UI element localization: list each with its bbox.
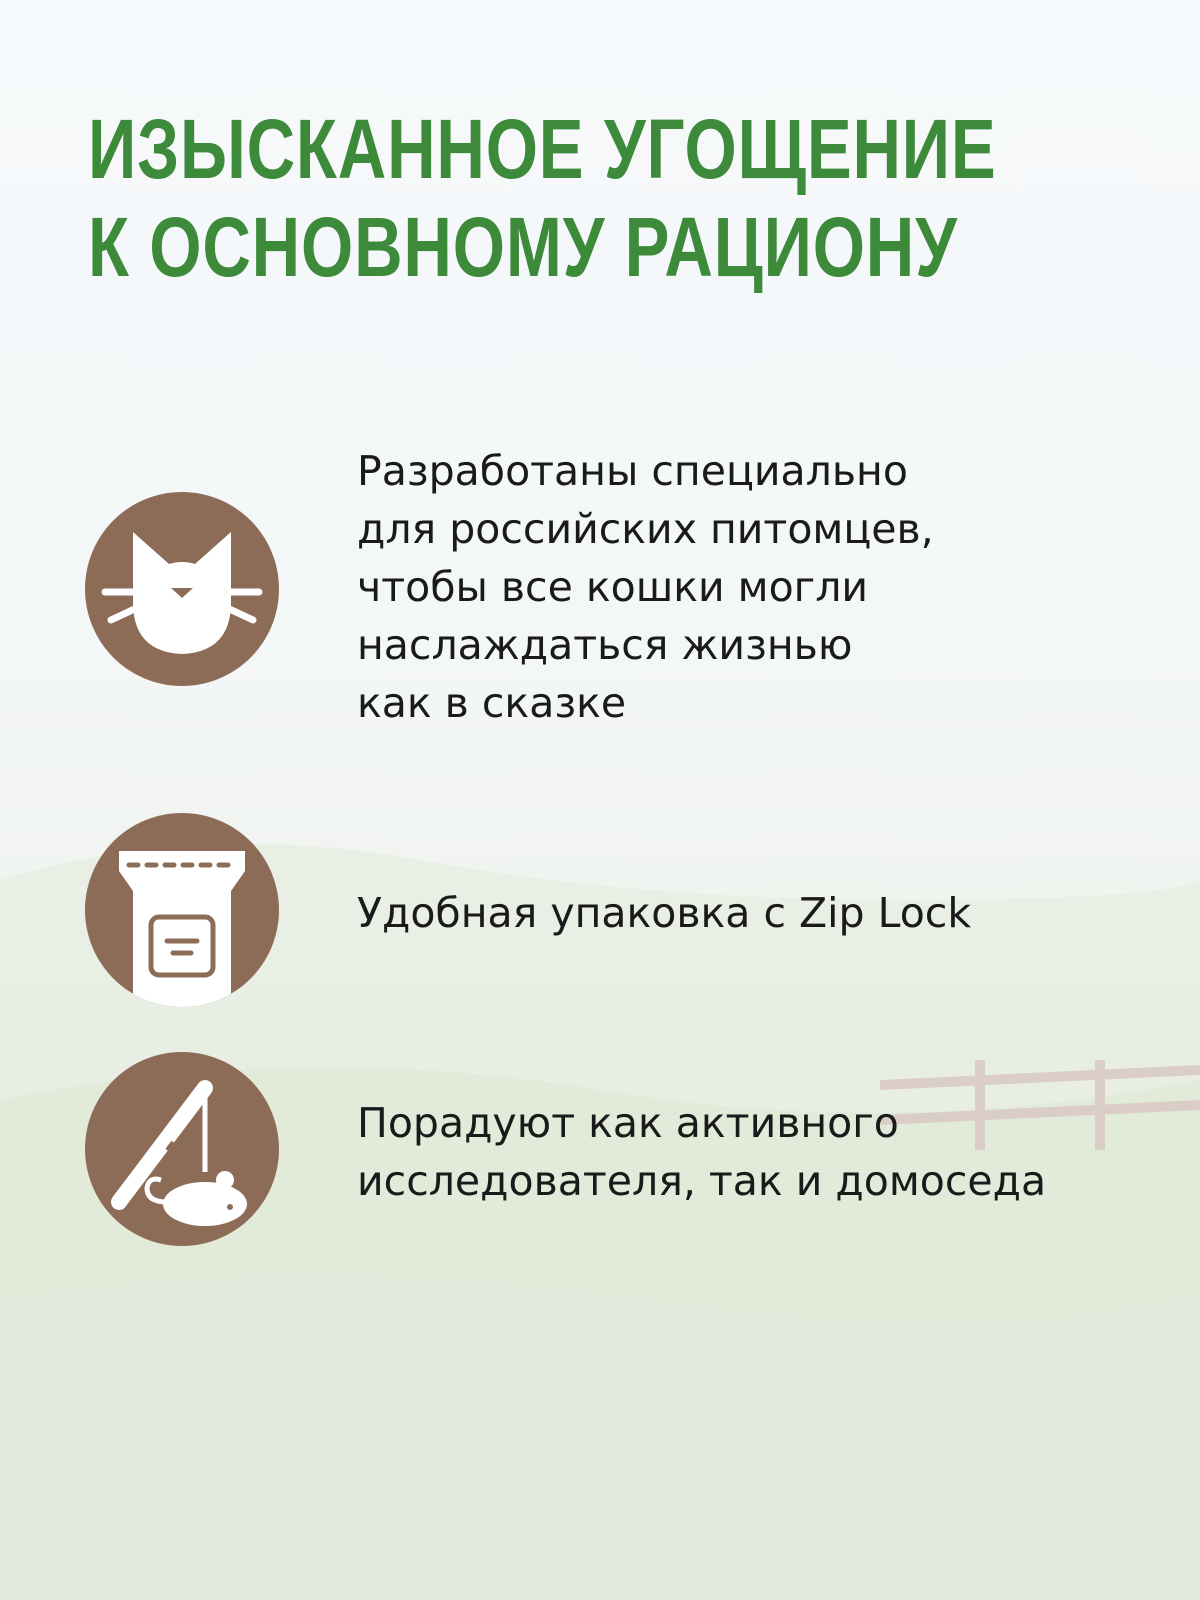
feature-text-2	[357, 884, 971, 942]
feature-text-3	[357, 1094, 1046, 1210]
feature-1-line: как в сказке	[357, 679, 627, 727]
cat-toy-mouse-icon	[85, 1052, 279, 1246]
title-line-1: ИЗЫСКАННОЕ УГОЩЕНИЕ	[88, 102, 997, 196]
feature-1-line: чтобы все кошки могли	[357, 563, 869, 611]
page-title	[88, 100, 997, 296]
feature-3-line: Порадуют как активного	[357, 1099, 899, 1147]
feature-text-1	[357, 442, 934, 732]
feature-1-line: для российских питомцев,	[357, 505, 934, 553]
feature-1-line: Разработаны специально	[357, 447, 908, 495]
feature-3-line: исследователя, так и домоседа	[357, 1157, 1047, 1205]
zip-lock-bag-icon	[85, 813, 279, 1007]
cat-face-icon	[85, 492, 279, 686]
feature-2-line: Удобная упаковка с Zip Lock	[357, 889, 972, 937]
title-line-2: К ОСНОВНОМУ РАЦИОНУ	[88, 200, 958, 294]
feature-1-line: наслаждаться жизнью	[357, 621, 853, 669]
